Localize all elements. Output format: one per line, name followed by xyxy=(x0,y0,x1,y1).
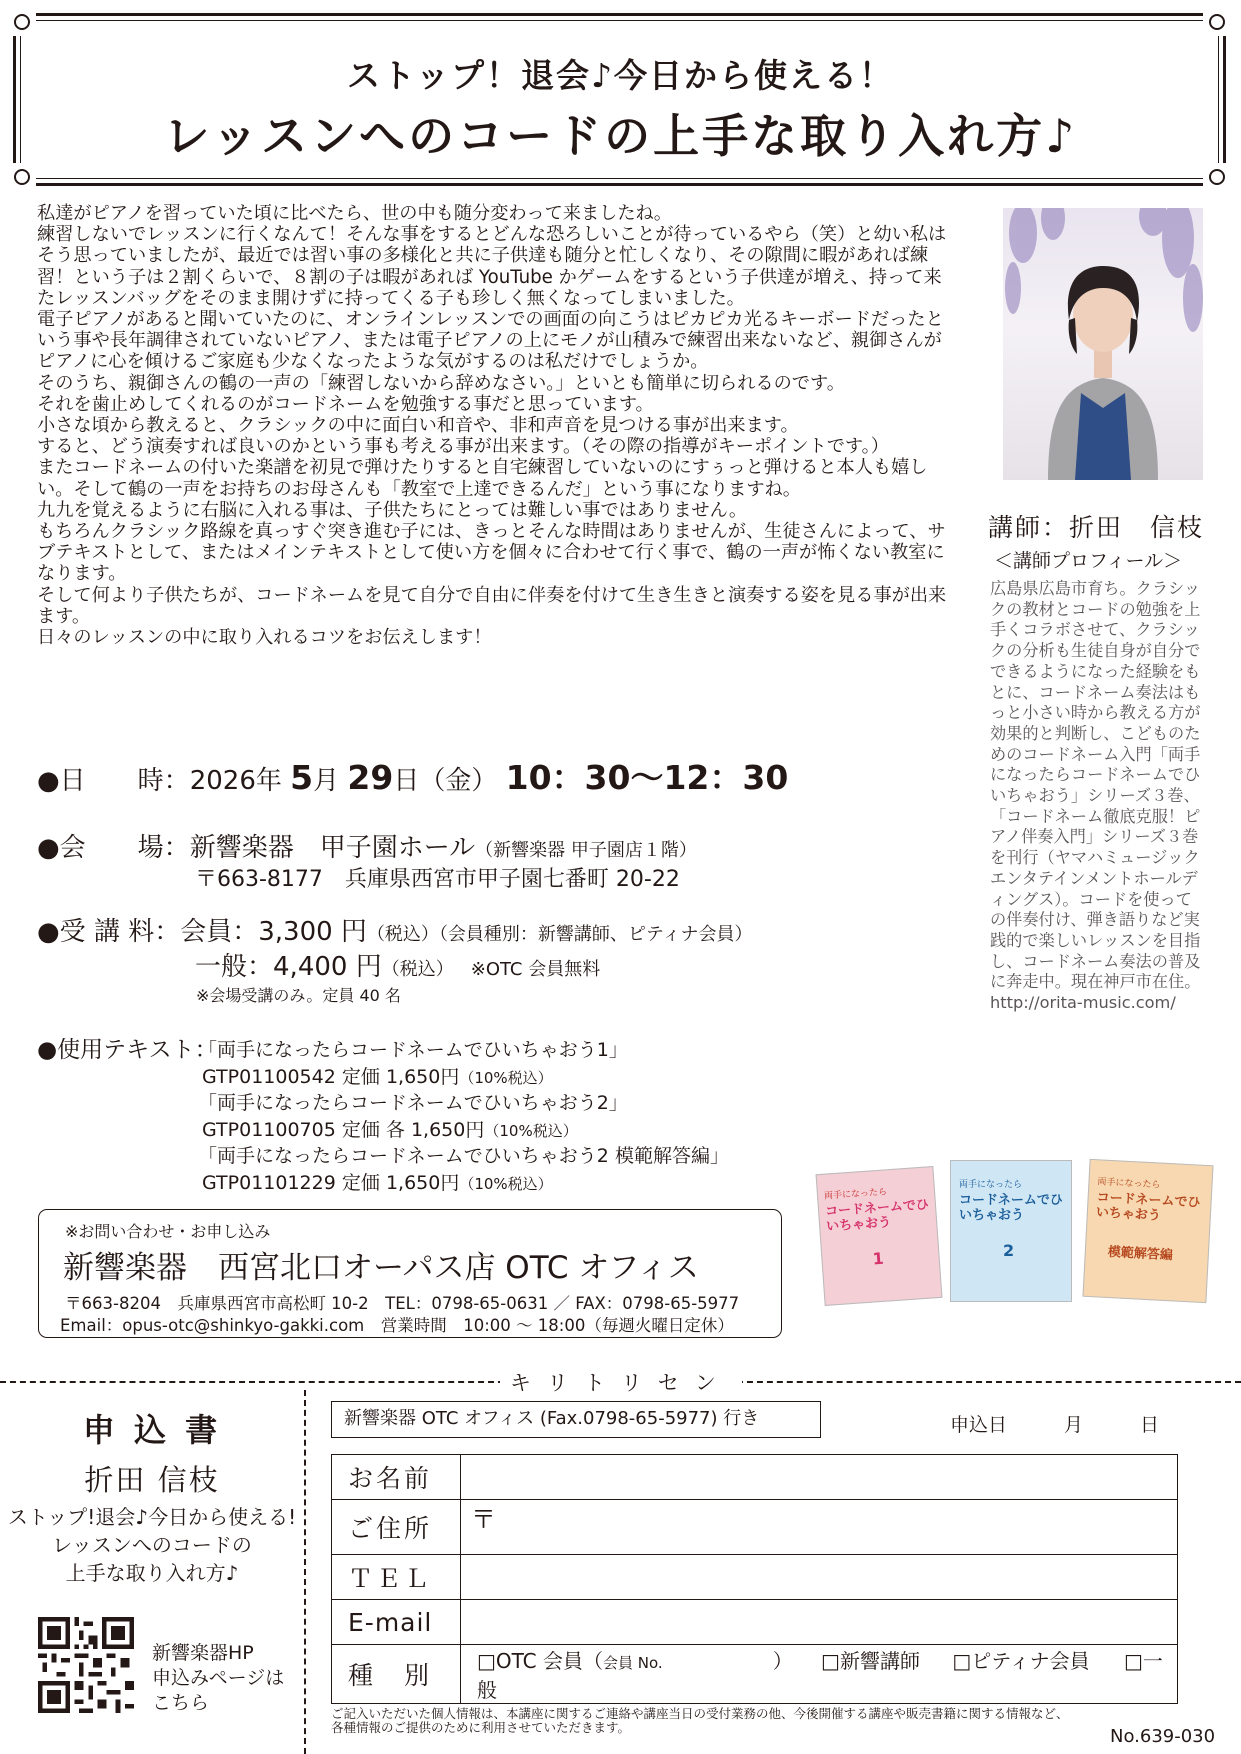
contact-email[interactable]: Email：opus-otc@shinkyo-gakki.com 営業時間 10:00 ～ 18:00（毎週火曜日定休） xyxy=(60,1316,734,1335)
venue-address: 〒663-8177 兵庫県西宮市甲子園七番町 20-22 xyxy=(195,867,680,892)
form-row-name xyxy=(332,1455,1178,1500)
form-instructor: 折田 信枝 xyxy=(84,1463,220,1497)
text-2-info xyxy=(202,1115,578,1142)
book-1-title: コードネームでひいちゃおう xyxy=(824,1197,930,1235)
form-title-line: ストップ!退会♪今日から使える! xyxy=(7,1505,297,1529)
document-number: No.639-030 xyxy=(1110,1726,1216,1747)
address-field[interactable] xyxy=(461,1500,1178,1555)
contact-store: 新響楽器 西宮北口オーパス店 OTC オフィス xyxy=(63,1250,699,1286)
date-month-unit: 月 xyxy=(313,766,340,796)
otc-member-no-label: 会員 No. xyxy=(603,1654,663,1672)
fee-tax: （税込） xyxy=(381,959,445,980)
text-2-price: 1,650円 xyxy=(410,1119,485,1141)
fee-member-label: 会員： xyxy=(180,917,259,947)
venue-note: （新響楽器 甲子園店１階） xyxy=(475,840,697,861)
qr-code-icon xyxy=(38,1617,134,1713)
book-2-top: 両手になったら xyxy=(959,1180,1023,1190)
frame-corner-ornament xyxy=(8,163,36,191)
qr-note xyxy=(152,1641,284,1716)
form-title-line: レッスンへのコードの xyxy=(52,1533,252,1557)
cut-line-label: キリトリセン xyxy=(500,1367,742,1397)
form-row-email xyxy=(332,1600,1178,1645)
fee-general-price: 4,400 円 xyxy=(273,952,382,982)
tel-field[interactable] xyxy=(461,1555,1178,1600)
frame-corner-ornament xyxy=(8,8,36,36)
date-month: 5 xyxy=(290,758,314,797)
fee-tax: （税込） xyxy=(366,924,439,945)
otc-member-close: ） xyxy=(772,1649,793,1673)
text-3-tax: （10%税込） xyxy=(459,1175,553,1193)
book-2-title: コードネームでひいちゃおう xyxy=(959,1193,1063,1223)
fee-general-row xyxy=(195,946,600,983)
event-time: 10：30～12：30 xyxy=(505,758,789,797)
book-3-top: 両手になったら xyxy=(1097,1177,1161,1191)
general-checkbox[interactable]: □一般 xyxy=(477,1649,1163,1702)
fax-destination: 新響楽器 OTC オフィス (Fax.0798-65-5977) 行き xyxy=(331,1401,821,1438)
teacher-checkbox[interactable]: □新響講師 xyxy=(821,1649,920,1673)
form-title-line: 上手な取り入れ方♪ xyxy=(65,1561,239,1585)
book-cover-1 xyxy=(816,1166,943,1306)
text-3-info xyxy=(202,1168,553,1195)
intro-paragraph: またコードネームの付いた楽譜を初見で弾けたりすると自宅練習していないのにすぅっと弾けると本人も嬉しい。そして鶴の一声をお持ちのお母さんも「教室で上達できるんだ」という事になりますね。 xyxy=(37,457,928,500)
text-3-price: 1,650円 xyxy=(385,1172,460,1194)
fee-member-price: 3,300 円 xyxy=(258,917,367,947)
profile-text xyxy=(990,579,1205,1014)
date-year-unit: 年 xyxy=(255,766,282,796)
venue-row xyxy=(37,827,697,864)
qr-note-line: 申込みページは xyxy=(152,1667,285,1689)
date-label: ●日 時： xyxy=(37,766,190,796)
text-3-code: GTP01101229 xyxy=(202,1172,336,1194)
intro-paragraph: それを歯止めしてくれるのがコードネームを勉強する事だと思っています。 xyxy=(37,393,654,415)
profile-heading: ＜講師プロフィール＞ xyxy=(994,550,1183,572)
intro-paragraph: もちろんクラシック路線を真っすぐ突き進む子には、きっとそんな時間はありませんが、生徒さんによって、サブテキストとして、またはメインテキストとして使い方を個々に合わせて行く事で、鶴の一声が怖くない教室になります。 xyxy=(37,521,946,585)
postal-mark: 〒 xyxy=(471,1505,497,1534)
name-label: お名前 xyxy=(332,1455,461,1500)
text-2-tax: （10%税込） xyxy=(484,1122,578,1140)
instructor-photo-illustration xyxy=(1003,208,1203,480)
form-divider xyxy=(304,1390,306,1754)
intro-text xyxy=(37,203,959,648)
tel-label: ＴＥＬ xyxy=(332,1555,461,1600)
application-form xyxy=(331,1454,1178,1704)
form-row-address xyxy=(332,1500,1178,1555)
frame-corner-ornament xyxy=(1203,8,1231,36)
type-label: 種 別 xyxy=(332,1645,461,1704)
intro-paragraph: 日々のレッスンの中に取り入れるコツをお伝えします！ xyxy=(37,627,492,649)
venue-name: 新響楽器 甲子園ホール xyxy=(189,833,476,863)
intro-paragraph: そして何より子供たちが、コードネームを見て自分で自由に伴奏を付けて生き生きと演奏する姿を見る事が出来ます。 xyxy=(37,584,947,627)
email-field[interactable] xyxy=(461,1600,1178,1645)
text-1-price-label: 定価 xyxy=(341,1066,380,1088)
book-cover-3 xyxy=(1082,1159,1213,1303)
fee-general-label: 一般： xyxy=(195,952,274,982)
text-3-price-label: 定価 xyxy=(341,1172,380,1194)
qr-note-line: 新響楽器HP xyxy=(152,1642,254,1664)
profile-url[interactable]: http://orita-music.com/ xyxy=(990,993,1176,1013)
book-3-number: 模範解答編 xyxy=(1107,1244,1174,1264)
contact-box xyxy=(38,1209,782,1338)
contact-note: ※お問い合わせ・お申し込み xyxy=(65,1222,271,1241)
book-3-title: コードネームでひいちゃおう xyxy=(1095,1190,1201,1224)
ptna-checkbox[interactable]: □ピティナ会員 xyxy=(952,1649,1090,1673)
date-day-unit: 日 xyxy=(393,766,420,796)
fee-label: ●受 講 料： xyxy=(37,917,181,947)
date-day: 29 xyxy=(347,758,394,797)
date-row xyxy=(37,752,788,799)
text-label: ●使用テキスト： xyxy=(37,1037,218,1063)
text-2-title: 「両手になったらコードネームでひいちゃおう2」 xyxy=(198,1092,628,1114)
book-1-number: 1 xyxy=(871,1248,885,1269)
intro-paragraph: 小さな頃から教えると、クラシックの中に面白い和音や、非和声音を見つける事が出来ます。 xyxy=(37,415,799,437)
intro-paragraph: 練習しないでレッスンに行くなんて！そんな事をするとどんな恐ろしいことが待っているやら（笑）と幼い私はそう思っていましたが、最近では習い事の多様化と共に子供達も随分と忙しくなり、その隙間に暇があれば練習！という子は２割くらいで、８割の子は暇があれば YouTube かゲームをするという子供達が増え、持って来たレッスンバッグをそのまま開けずに持ってくる子も珍しく無くなってしまいました。 xyxy=(37,224,947,309)
form-row-type xyxy=(332,1645,1178,1704)
email-label: E-mail xyxy=(332,1600,461,1645)
book-1-top: 両手になったら xyxy=(823,1187,888,1202)
date-weekday: （金） xyxy=(419,766,498,796)
text-1-code: GTP01100542 xyxy=(202,1066,336,1088)
intro-paragraph: 私達がピアノを習っていた頃に比べたら、世の中も随分変わって来ましたね。 xyxy=(37,203,672,224)
type-options xyxy=(461,1645,1178,1704)
book-cover-2 xyxy=(950,1160,1072,1302)
form-row-tel xyxy=(332,1555,1178,1600)
date-year: 2026 xyxy=(189,766,256,796)
contact-address: 〒663-8204 兵庫県西宮市高松町 10-2 TEL：0798-65-0631 ／ FAX：0798-65-5977 xyxy=(65,1294,740,1313)
intro-paragraph: すると、どう演奏すれば良いのかという事も考える事が出来ます。（その際の指導がキーポイントです。） xyxy=(37,436,889,458)
fee-footnote: ※会場受講のみ。定員 40 名 xyxy=(196,986,401,1005)
text-1-info xyxy=(202,1062,553,1089)
profile-body: 広島県広島市育ち。クラシックの教材とコードの勉強を上手くコラボさせて、クラシックの分析も生徒自身が自分でできるようになった経験をもとに、コードネーム奏法はもっと小さい時から教える方が効果的と判断し、こどものためのコードネーム入門「両手になったらコードネームでひいちゃおう」シリーズ３巻、「コードネーム徹底克服！ピアノ伴奏入門」シリーズ３巻を刊行（ヤマハミュージックエンタテインメントホールディングス）。コードを使っての伴奏付け、弾き語りなど実践的で楽しいレッスンを目指し、コードネーム奏法の普及に奔走中。現在神戸市在住。 xyxy=(990,579,1201,992)
text-3-title: 「両手になったらコードネームでひいちゃおう2 模範解答編」 xyxy=(198,1145,729,1167)
qr-note-line: こちら xyxy=(152,1692,210,1714)
address-label: ご住所 xyxy=(332,1500,461,1555)
frame-corner-ornament xyxy=(1203,163,1231,191)
text-2-code: GTP01100705 xyxy=(202,1119,336,1141)
fee-general-note: ※OTC 会員無料 xyxy=(470,959,601,980)
fee-member-row xyxy=(37,911,753,948)
text-1-title: 「両手になったらコードネームでひいちゃおう1」 xyxy=(198,1039,628,1061)
venue-label: ●会 場： xyxy=(37,833,190,863)
apply-date[interactable]: 申込日 月 日 xyxy=(950,1414,1160,1436)
form-course-title xyxy=(0,1503,304,1587)
book-2-number: 2 xyxy=(1003,1241,1015,1260)
title-line-2: レッスンへのコードの上手な取り入れ方♪ xyxy=(163,109,1078,163)
text-1-price: 1,650円 xyxy=(385,1066,460,1088)
name-field[interactable] xyxy=(461,1455,1178,1500)
intro-paragraph: 九九を覚えるように右脳に入れる事は、子供たちにとっては難しい事ではありません。 xyxy=(37,499,748,521)
fee-member-note: （会員種別：新響講師、ピティナ会員） xyxy=(438,924,753,945)
instructor-photo xyxy=(1003,208,1203,480)
privacy-note: ご記入いただいた個人情報は、本講座に関するご連絡や講座当日の受付業務の他、今後開催する講座や販売書籍に関する情報など、各種情報のご提供のために利用させていただきます。 xyxy=(331,1706,1069,1735)
form-heading: 申 込 書 xyxy=(82,1411,222,1449)
book-covers xyxy=(820,1160,1212,1300)
instructor-name: 講師：折田 信枝 xyxy=(988,513,1205,542)
intro-paragraph: 電子ピアノがあると聞いていたのに、オンラインレッスンでの画面の向こうはピカピカ光るキーボードだったという事や長年調律されていないピアノ、または電子ピアノの上にモノが山積みで練習出来ないなど、親御さんがピアノに心を傾けるご家庭も少なくなったような気がするのは私だけでしょうか。 xyxy=(37,309,944,373)
text-1-tax: （10%税込） xyxy=(459,1069,553,1087)
intro-paragraph: そのうち、親御さんの鶴の一声の「練習しないから辞めなさい。」といとも簡単に切られるのです。 xyxy=(37,372,845,394)
qr-code[interactable] xyxy=(38,1617,134,1713)
text-2-price-label: 定価 各 xyxy=(341,1119,405,1141)
otc-member-checkbox[interactable]: □OTC 会員（ xyxy=(477,1649,604,1673)
title-line-1: ストップ！退会♪今日から使える！ xyxy=(346,56,895,95)
